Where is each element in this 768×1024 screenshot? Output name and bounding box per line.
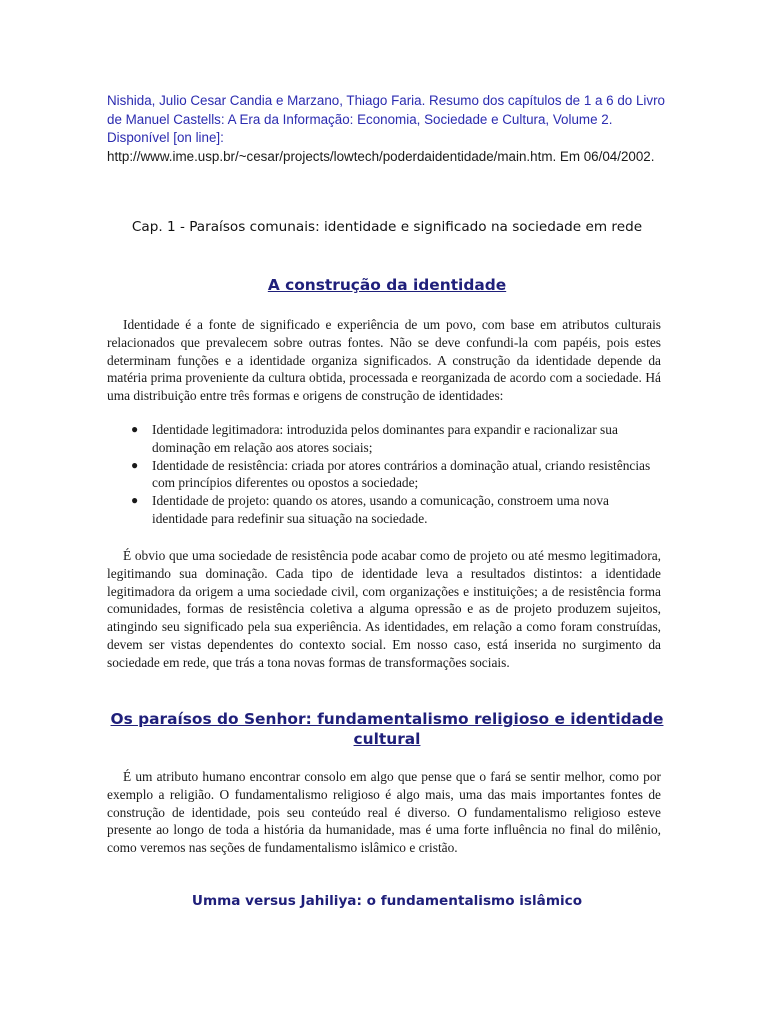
bullet-icon: ● [131, 422, 139, 436]
subsection-heading-umma: Umma versus Jahiliya: o fundamentalismo islâmico [191, 893, 583, 909]
paragraph-text: Identidade é a fonte de significado e experiência de um povo, com base em atributos culturais relacionados que prevalecem sobre outras fontes. Não se deve confundi-la com papéis, pois estes determinam funções e a identidade organiza significados. A construção da identidade depende da matéria prima proveniente da cultura obtida, processada e reorganizada de acordo com a sociedade. Há uma distribuição entre três formas e origens de construção de identidades: [107, 317, 661, 404]
bibliographic-reference [107, 92, 667, 166]
bullet-icon: ● [131, 457, 139, 472]
paragraph-fundamentalismo [107, 768, 661, 857]
paragraph-text: É obvio que uma sociedade de resistência pode acabar como de projeto ou até mesmo legitimadora, legitimando sua dominação. Cada tipo de identidade leva a resultados distintos: a identidade legitimadora da origem a uma sociedade civil, com organizações e instituições; a de resistência forma comunidades, formas de resistência coletiva a alguma opressão e as de projeto produzem sujeitos, atingindo seu significado pela sua experiência. As identidades, em relação a como foram construídas, devem ser vistas dependentes do contexto social. Em nosso caso, está inserida no surgimento da sociedade em rede, que trás a tona novas formas de transformações sociais. [107, 548, 661, 670]
list-item: ● Identidade de resistência: criada por atores contrários a dominação atual, criando resistências com princípios diferentes ou opostos a sociedade; [131, 457, 651, 491]
chapter-title: Cap. 1 - Paraísos comunais: identidade e significado na sociedade em rede [131, 219, 643, 235]
section-heading-paraisos: Os paraísos do Senhor: fundamentalismo religioso e identidade cultural [110, 710, 664, 748]
reference-url: http://www.ime.usp.br/~cesar/projects/lowtech/poderdaidentidade/main.htm. Em 06/04/2002. [107, 148, 655, 164]
paragraph-identidade [107, 316, 661, 405]
paragraph-text: É um atributo humano encontrar consolo em algo que pense que o fará se sentir melhor, como por exemplo a religião. O fundamentalismo religioso é algo mais, uma das mais importantes fontes de construção de identidade, pois seu conteúdo real é diverso. O fundamentalismo religioso esteve presente ao longo de toda a história da humanidade, mas é uma forte influência no final do milênio, como veremos nas seções de fundamentalismo islâmico e cristão. [107, 769, 661, 856]
reference-citation: Nishida, Julio Cesar Candia e Marzano, Thiago Faria. Resumo dos capítulos de 1 a 6 do Livro de Manuel Castells: A Era da Informação: Economia, Sociedade e Cultura, Volume 2. Disponível [on line]: [107, 93, 665, 145]
section-heading-construcao: A construção da identidade [267, 276, 507, 294]
paragraph-resistencia [107, 547, 661, 672]
bullet-icon: ● [131, 493, 139, 508]
identity-types-list [107, 421, 661, 528]
list-item: ● Identidade de projeto: quando os atores, usando a comunicação, constroem uma nova identidade para redefinir sua situação na sociedade. [131, 493, 609, 526]
list-item: ● Identidade legitimadora: introduzida pelos dominantes para expandir e racionalizar sua dominação em relação aos atores sociais; [131, 422, 618, 455]
